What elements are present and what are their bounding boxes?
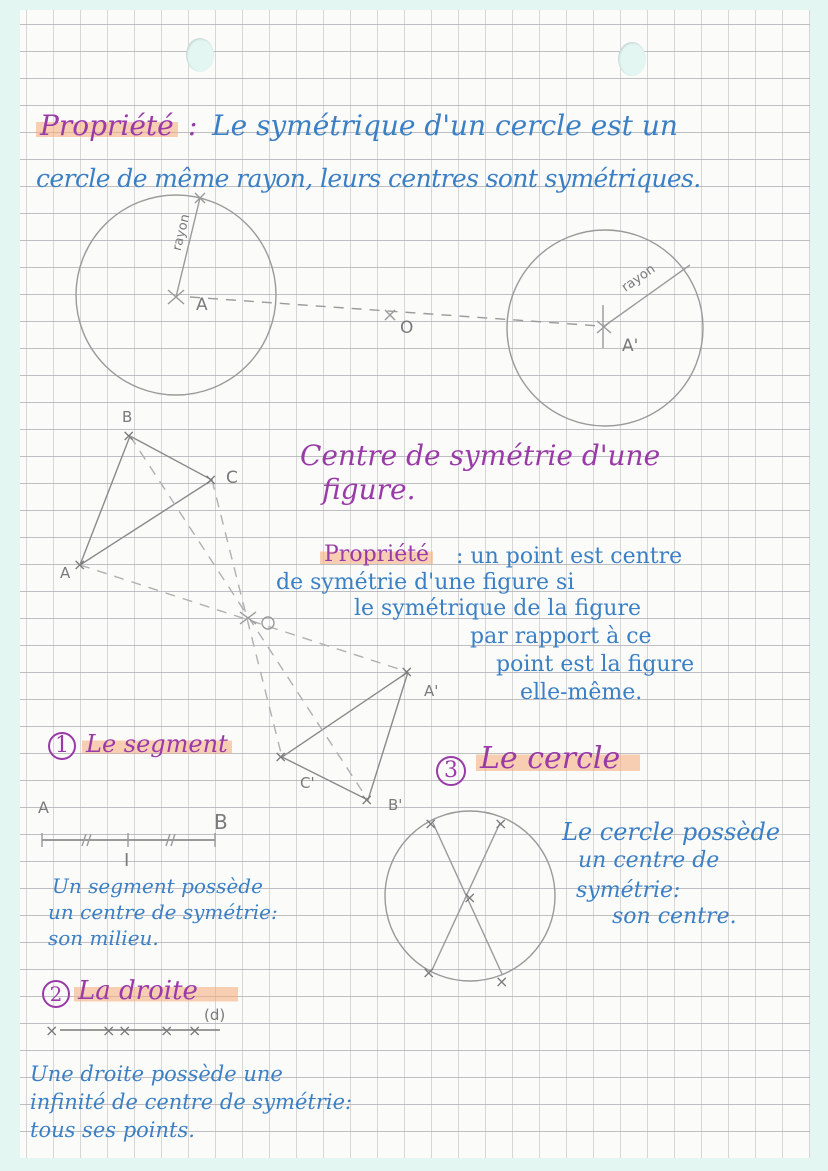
circle-text-line-4: son centre. xyxy=(612,904,737,929)
point-label-b-prime: B' xyxy=(388,796,403,814)
svg-text:×: × xyxy=(204,470,218,489)
circle-text-line-2: un centre de xyxy=(578,848,720,873)
radius-label-left: rayon xyxy=(169,212,194,253)
svg-text:×: × xyxy=(463,888,477,907)
svg-text:×: × xyxy=(73,555,87,574)
property-colon-1: : xyxy=(188,109,198,142)
line-text-line-2: infinité de centre de symétrie: xyxy=(30,1090,353,1114)
point-label-a-tri: A xyxy=(60,564,71,582)
circle-text-line-3: symétrie: xyxy=(576,878,681,903)
segment-label-i: I xyxy=(124,850,130,871)
item-number-1: 1 xyxy=(48,732,76,760)
segment-text-line-2: un centre de symétrie: xyxy=(48,900,278,924)
figure-property-line-4: par rapport à ce xyxy=(470,624,652,649)
segment-label-b: B xyxy=(214,810,228,834)
figure-property-line-1: : un point est centre xyxy=(456,544,683,569)
figure-property-line-6: elle-même. xyxy=(520,680,643,705)
figure-property-line-5: point est la figure xyxy=(496,652,695,677)
radius-label-right: rayon xyxy=(619,261,659,296)
item-title-line: La droite xyxy=(74,978,238,1004)
circle-property-line-1: Le symétrique d'un cercle est un xyxy=(212,109,678,142)
circle-property-line-2: cercle de même rayon, leurs centres sont symétriques. xyxy=(36,164,701,193)
figure-property-line-2: de symétrie d'une figure si xyxy=(276,570,575,595)
line-text-line-3: tous ses points. xyxy=(30,1118,195,1142)
svg-text:×: × xyxy=(495,972,509,991)
segment-text-line-1: Un segment possède xyxy=(52,874,263,898)
point-label-b: B xyxy=(122,408,133,426)
svg-text:×: × xyxy=(494,814,508,833)
svg-text:×: × xyxy=(118,1021,132,1040)
svg-text:×: × xyxy=(188,1021,202,1040)
svg-text:×: × xyxy=(400,662,414,681)
point-label-a-prime: A' xyxy=(622,336,639,356)
line-label-d: (d) xyxy=(204,1006,226,1024)
item-number-3: 3 xyxy=(436,756,466,786)
svg-text:×: × xyxy=(422,963,436,982)
circle-text-line-1: Le cercle possède xyxy=(562,818,781,846)
point-label-a: A xyxy=(196,295,208,315)
figure-property-line-3: le symétrique de la figure xyxy=(354,596,642,621)
figure-center-title-1: Centre de symétrie d'une xyxy=(300,439,661,472)
svg-text:×: × xyxy=(360,790,374,809)
line-text-line-1: Une droite possède une xyxy=(30,1062,283,1086)
item-title-circle: Le cercle xyxy=(476,744,640,774)
point-label-c-prime: C' xyxy=(300,774,315,792)
item-title-segment: Le segment xyxy=(82,732,232,756)
point-label-c: C xyxy=(226,468,238,488)
svg-text:×: × xyxy=(274,747,288,766)
property-label-1: Propriété xyxy=(36,112,178,140)
item-number-2: 2 xyxy=(42,980,70,1008)
property-label-2: Propriété xyxy=(320,544,433,566)
segment-text-line-3: son milieu. xyxy=(48,926,159,950)
svg-text:×: × xyxy=(45,1021,59,1040)
figure-center-title-2: figure. xyxy=(322,473,416,506)
svg-text:×: × xyxy=(122,426,136,445)
svg-text:×: × xyxy=(160,1021,174,1040)
segment-label-a: A xyxy=(38,798,49,817)
point-label-o: O xyxy=(400,318,414,338)
svg-text:×: × xyxy=(102,1021,116,1040)
svg-text:×: × xyxy=(424,814,438,833)
point-label-a-prime-tri: A' xyxy=(424,682,439,700)
